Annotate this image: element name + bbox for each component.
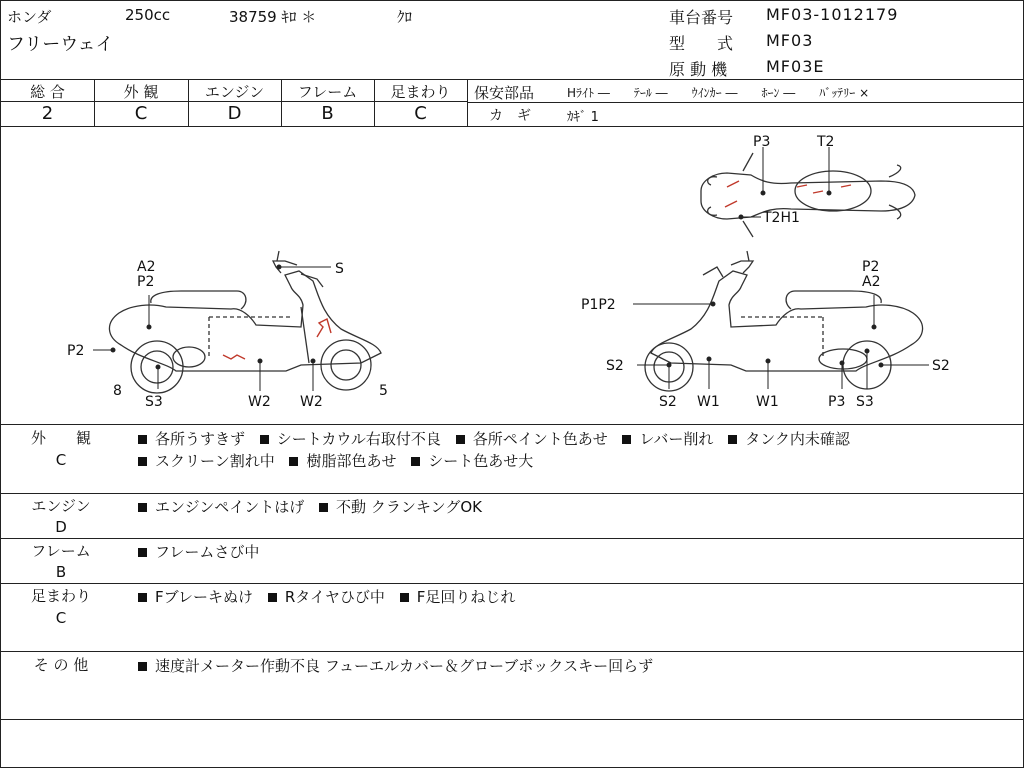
maker: ホンダ [7,8,52,26]
label-right-w1a: W1 [697,394,720,410]
key-label: カ ギ [489,108,531,124]
label-left-s: S [335,261,344,277]
model-name: フリーウェイ [7,34,114,55]
label-top-t2: T2 [817,134,835,150]
grade-overall-value: 2 [41,103,54,124]
label-top-p3: P3 [753,134,771,150]
label-right-p3: P3 [828,394,846,410]
damage-marks [223,181,851,359]
grade-engine-value: D [227,103,242,124]
grade-frame-label: フレーム [297,83,358,101]
label-right-a2: A2 [862,274,881,290]
mileage: 38759 ｷﾛ ＊ [229,8,317,26]
engine-label: 原 動 機 [669,60,728,79]
label-left-8: 8 [113,383,122,399]
label-left-p2-top: P2 [137,274,155,290]
displacement: 250cc [125,6,171,24]
label-right-s2-left: S2 [606,358,624,374]
grade-exterior-value: C [134,103,148,124]
label-right-s2-right: S2 [932,358,950,374]
remark-suspension-line1: Fブレーキぬけ Rタイヤひび中 F足回りねじれ [138,586,515,607]
grade-suspension-label: 足まわり [390,83,451,101]
grade-overall-label: 総 合 [30,83,65,101]
scooter-top-view [701,153,915,237]
label-right-s2-bottom: S2 [659,394,677,410]
label-left-w2a: W2 [248,394,271,410]
remark-frame-grade: B [55,563,67,581]
remark-frame-category: フレーム [31,542,91,560]
safety-items: Hﾗｲﾄ ― ﾃｰﾙ ― ｳｲﾝｶｰ ― ﾎｰﾝ ― ﾊﾞｯﾃﾘｰ × [567,86,870,100]
label-left-a2: A2 [137,259,156,275]
remark-frame-line1: フレームさび中 [138,541,259,562]
label-right-w1b: W1 [756,394,779,410]
remark-exterior-grade: C [55,451,67,469]
label-right-s3: S3 [856,394,874,410]
type-label: 型 式 [669,34,734,53]
label-left-5: 5 [379,383,388,399]
remark-suspension-grade: C [55,609,67,627]
color: ｸﾛ [397,8,413,26]
frame-number: MF03-1012179 [766,5,899,24]
remark-engine-line1: エンジンペイントはげ 不動 クランキングOK [138,496,482,517]
engine-value: MF03E [766,57,825,76]
remark-exterior-line1: 各所うすきず シートカウル右取付不良 各所ペイント色あせ レバー削れ タンク内未確認 [138,428,850,449]
scooter-right-side [645,251,923,391]
type-value: MF03 [766,31,814,50]
remark-exterior-line2: スクリーン割れ中 樹脂部色あせ シート色あせ大 [138,450,533,471]
remark-suspension-category: 足まわり [30,587,91,605]
label-top-t2h1: T2H1 [763,210,800,226]
grade-frame-value: B [321,103,334,124]
label-right-p1p2: P1P2 [581,297,616,313]
remark-engine-grade: D [55,518,67,536]
label-left-w2b: W2 [300,394,323,410]
remark-engine-category: エンジン [31,497,91,515]
key-value: ｶｷﾞ 1 [567,110,599,125]
grade-engine-label: エンジン [204,83,265,101]
remark-other-line1: 速度計メーター作動不良 フューエルカバー＆グローブボックスキー回らず [138,655,653,676]
remark-exterior-category: 外 観 [30,429,91,447]
label-right-p2: P2 [862,259,880,275]
label-left-s3: S3 [145,394,163,410]
remark-other-category: そ の 他 [33,656,89,674]
grade-exterior-label: 外 観 [123,83,159,101]
damage-diagram [1,127,1023,424]
label-left-p2: P2 [67,343,85,359]
safety-label: 保安部品 [474,84,535,102]
grade-suspension-value: C [414,103,427,124]
frame-label: 車台番号 [669,8,734,27]
